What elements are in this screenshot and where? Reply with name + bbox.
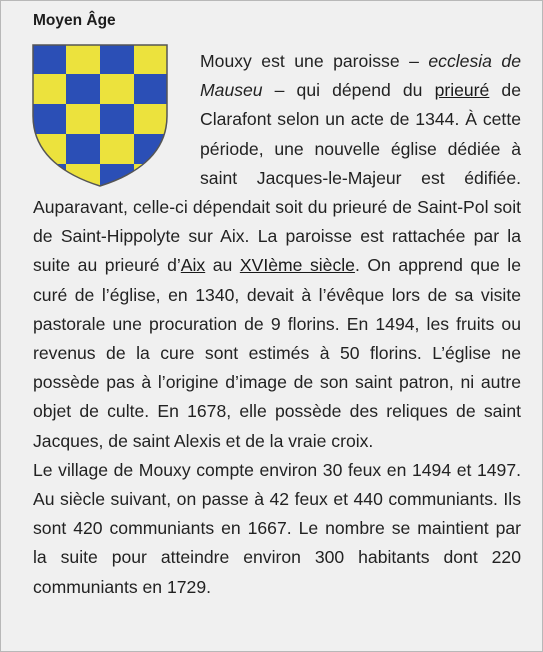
text-fragment: . On apprend que le curé de l’église, en 1340, devait à l’évêque lors de sa visite pastorale une procuration de 9 florins. En 1494, les fruits ou revenus de la cure sont estimés à 50 florins. L’église ne possède pas à l’origine d’image de son saint patron, ni autre objet de culte. En 1678, elle possède des reliques de saint Jacques, de saint Alexis et de la vraie croix.	[33, 255, 522, 451]
latin-name: ecclesia de Mauseu	[200, 51, 521, 101]
paragraph-history	[33, 47, 521, 456]
section-heading: Moyen Âge	[33, 12, 116, 29]
link-prieure[interactable]: prieuré	[434, 80, 490, 101]
crest-float-space	[33, 47, 200, 192]
link-aix[interactable]: Aix	[180, 255, 206, 276]
text-fragment: au	[205, 255, 240, 276]
paragraph-population: Le village de Mouxy compte environ 30 feux en 1494 et 1497. Au siècle suivant, on passe à 42 feux et 440 communiants. Ils sont 420 communiants en 1667. Le nombre se maintient par la suite pour atteindre environ 300 habitants dont 220 communiants en 1729.	[33, 459, 521, 597]
link-xvieme-siecle[interactable]: XVIème siècle	[239, 255, 355, 276]
text-fragment: de Clarafont selon un acte de 1344. À cette période, une nouvelle église dédiée à saint Jacques-le-Majeur est édifiée. Auparavant, celle-ci dépendait soit du prieuré de Saint-Pol soit de Saint-Hippolyte sur Aix. La paroisse est rattachée par la suite au prieuré d’	[33, 80, 521, 276]
text-fragment: Mouxy est une paroisse –	[200, 51, 429, 71]
text-fragment: – qui dépend du	[262, 80, 435, 101]
article-body	[33, 47, 521, 602]
